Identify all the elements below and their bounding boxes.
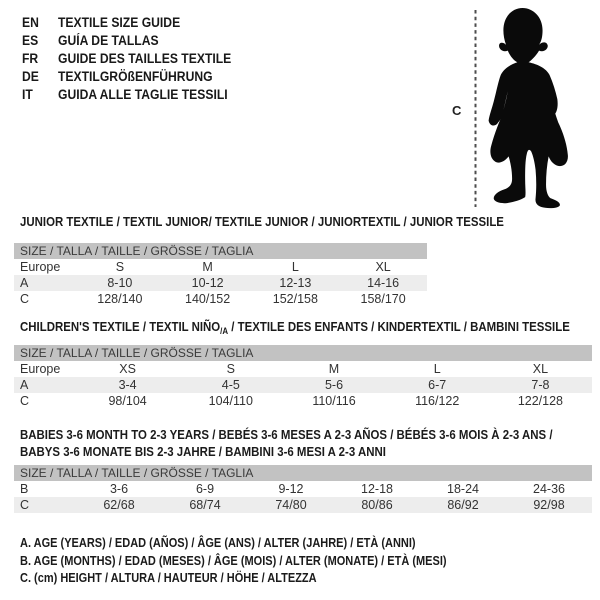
size-header-bar: SIZE / TALLA / TAILLE / GRÖSSE / TAGLIA — [14, 465, 592, 481]
junior-table-title — [20, 213, 504, 235]
footnote-list — [20, 536, 505, 589]
language-list — [22, 13, 255, 103]
measure-label-c: C — [452, 103, 462, 118]
table-row-c — [14, 291, 427, 307]
table-cell: 4-5 — [221, 378, 240, 392]
table-cell: 24-36 — [533, 482, 565, 496]
table-cell: S — [226, 362, 235, 376]
table-cell: XL — [375, 260, 391, 274]
row-label: C — [20, 292, 30, 306]
table-cell: 104/110 — [208, 394, 253, 408]
table-cell: S — [115, 260, 125, 274]
table-cell: M — [202, 260, 213, 274]
title-subscript: /A — [220, 326, 229, 336]
table-cell: 110/116 — [312, 394, 356, 408]
table-cell: 98/104 — [108, 394, 147, 408]
language-row-fr — [22, 49, 231, 67]
table-cell: 12-13 — [279, 276, 312, 290]
title-text-line2: BABYS 3-6 MONATE BIS 2-3 JAHRE / BAMBINI 3-6 MESI A 2-3 ANNI — [20, 444, 386, 459]
table-row-europe — [14, 259, 427, 275]
table-cell: 116/122 — [415, 394, 460, 408]
table-cell: 152/158 — [272, 292, 318, 306]
table-cell: 80/86 — [361, 498, 393, 512]
language-code: IT — [22, 86, 33, 102]
table-cell: XS — [119, 362, 136, 376]
table-cell: 140/152 — [185, 292, 231, 306]
table-cell: XL — [532, 362, 549, 376]
table-cell: 158/170 — [360, 292, 406, 306]
footnote-a: A. AGE (YEARS) / EDAD (AÑOS) / ÂGE (ANS) / ALTER (JAHRE) / ETÀ (ANNI) — [20, 536, 416, 550]
table-cell: 86/92 — [447, 498, 479, 512]
table-cell: 10-12 — [191, 276, 224, 290]
footnote-c: C. (cm) HEIGHT / ALTURA / HAUTEUR / HÖHE / ALTEZZA — [20, 571, 317, 585]
table-cell: 6-9 — [195, 482, 215, 496]
language-label: TEXTILGRÖßENFÜHRUNG — [58, 68, 213, 84]
table-cell: 128/140 — [97, 292, 143, 306]
table-cell: M — [328, 362, 340, 376]
children-table-title — [20, 318, 570, 340]
table-cell: 8-10 — [107, 276, 133, 290]
language-code: FR — [22, 50, 39, 66]
table-cell: 18-24 — [447, 482, 479, 496]
language-label: GUIDE DES TAILLES TEXTILE — [58, 50, 232, 66]
table-row-c — [14, 393, 592, 409]
footnote-b: B. AGE (MONTHS) / EDAD (MESES) / ÂGE (MOIS) / ALTER (MONATE) / ETÀ (MESI) — [20, 553, 447, 568]
table-row-europe — [14, 361, 592, 377]
table-cell: 74/80 — [275, 498, 307, 512]
row-label: A — [20, 276, 29, 290]
table-row-a — [14, 377, 592, 393]
table-row-a — [14, 275, 427, 291]
table-cell: 12-18 — [361, 482, 393, 496]
row-label: B — [20, 482, 29, 496]
table-cell: 6-7 — [428, 378, 447, 392]
table-row-b — [14, 481, 592, 497]
table-row-c — [14, 497, 592, 513]
title-text: JUNIOR TEXTILE / TEXTIL JUNIOR/ TEXTILE JUNIOR / JUNIORTEXTIL / JUNIOR TESSILE — [20, 214, 504, 229]
row-label: Europe — [20, 362, 61, 376]
table-cell: 9-12 — [278, 482, 304, 496]
babies-size-table — [14, 465, 592, 513]
junior-size-table — [14, 243, 427, 307]
table-cell: 3-6 — [109, 482, 129, 496]
table-cell: 3-4 — [118, 378, 137, 392]
language-code: ES — [22, 32, 39, 48]
table-cell: L — [433, 362, 441, 376]
table-cell: 62/68 — [103, 498, 135, 512]
table-cell: 68/74 — [189, 498, 221, 512]
babies-table-title — [20, 426, 553, 460]
table-cell: 122/128 — [517, 394, 563, 408]
toddler-silhouette-icon — [489, 8, 568, 208]
language-row-es — [22, 31, 231, 49]
row-label: C — [20, 394, 30, 408]
toddler-figure — [440, 0, 600, 212]
table-cell: 5-6 — [324, 378, 344, 392]
language-code: DE — [22, 68, 39, 84]
language-row-it — [22, 85, 231, 103]
table-cell: L — [291, 260, 299, 274]
language-row-de — [22, 67, 231, 85]
title-text: CHILDREN'S TEXTILE / TEXTIL NIÑO — [20, 319, 221, 334]
language-label: TEXTILE SIZE GUIDE — [58, 14, 181, 30]
size-header-bar: SIZE / TALLA / TAILLE / GRÖSSE / TAGLIA — [14, 345, 592, 361]
row-label: A — [20, 378, 29, 392]
table-cell: 92/98 — [533, 498, 565, 512]
row-label: Europe — [20, 260, 61, 274]
children-size-table — [14, 345, 592, 409]
table-cell: 14-16 — [367, 276, 400, 290]
row-label: C — [20, 498, 30, 512]
table-cell: 7-8 — [531, 378, 550, 392]
language-label: GUÍA DE TALLAS — [58, 32, 159, 48]
title-text-line1: BABIES 3-6 MONTH TO 2-3 YEARS / BEBÉS 3-6 MESES A 2-3 AÑOS / BÉBÉS 3-6 MOIS À 2-3 ANS / — [20, 427, 553, 442]
language-label: GUIDA ALLE TAGLIE TESSILI — [58, 86, 228, 102]
size-header-bar: SIZE / TALLA / TAILLE / GRÖSSE / TAGLIA — [14, 243, 427, 259]
language-row-en — [22, 13, 231, 31]
language-code: EN — [22, 14, 39, 30]
title-text: / TEXTILE DES ENFANTS / KINDERTEXTIL / BAMBINI TESSILE — [228, 319, 570, 334]
